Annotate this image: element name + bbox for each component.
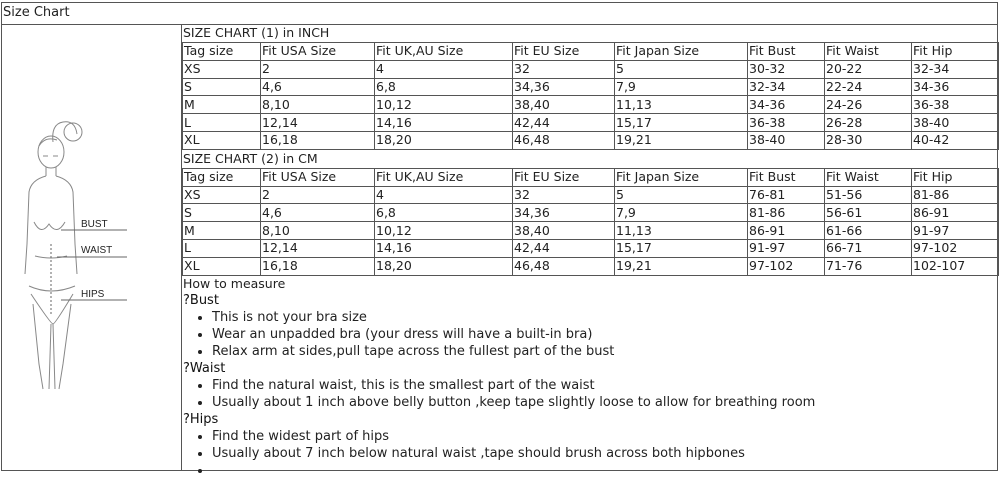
table-cell: S bbox=[183, 78, 261, 96]
table-cell: 8,10 bbox=[261, 222, 375, 240]
table-cell: 5 bbox=[615, 60, 748, 78]
inch-size-table bbox=[182, 42, 999, 150]
table-cell: M bbox=[183, 96, 261, 114]
waist-label: WAIST bbox=[81, 245, 113, 256]
table-cell: 20-22 bbox=[825, 60, 912, 78]
table-cell: 38,40 bbox=[513, 222, 615, 240]
table-cell: 14,16 bbox=[375, 239, 513, 257]
table-cell: 22-24 bbox=[825, 78, 912, 96]
table-header-cell: Tag size bbox=[183, 43, 261, 61]
table-cell: 16,18 bbox=[261, 131, 375, 149]
page-title: Size Chart bbox=[1, 2, 998, 25]
table-cell: 18,20 bbox=[375, 131, 513, 149]
bust-section-title: ?Bust bbox=[183, 292, 219, 308]
table-cell: S bbox=[183, 204, 261, 222]
table-cell: 7,9 bbox=[615, 78, 748, 96]
table-cell: M bbox=[183, 222, 261, 240]
table-row bbox=[183, 239, 999, 257]
table-header-cell: Tag size bbox=[183, 168, 261, 186]
table-row bbox=[183, 222, 999, 240]
table-header-row bbox=[183, 168, 999, 186]
hips-section bbox=[182, 411, 998, 479]
hips-label: HIPS bbox=[81, 289, 105, 300]
table-cell: 56-61 bbox=[825, 204, 912, 222]
table-row bbox=[183, 60, 999, 78]
list-item bbox=[212, 462, 998, 479]
table-cell: 61-66 bbox=[825, 222, 912, 240]
table-cell: 24-26 bbox=[825, 96, 912, 114]
table-row bbox=[183, 96, 999, 114]
table-cell: 6,8 bbox=[375, 78, 513, 96]
table-header-cell: Fit UK,AU Size bbox=[375, 168, 513, 186]
body-measure-figure bbox=[1, 24, 181, 470]
list-item: • Find the widest part of hips bbox=[212, 428, 998, 445]
table-cell: L bbox=[183, 114, 261, 132]
table-cell: 76-81 bbox=[748, 186, 825, 204]
waist-tips bbox=[182, 377, 998, 411]
table-cell: 32 bbox=[513, 186, 615, 204]
table-header-cell: Fit USA Size bbox=[261, 168, 375, 186]
list-item: • This is not your bra size bbox=[212, 309, 998, 326]
table-cell: 19,21 bbox=[615, 131, 748, 149]
table-header-cell: Fit Waist bbox=[825, 43, 912, 61]
table-cell: 4 bbox=[375, 60, 513, 78]
list-item: • Relax arm at sides,pull tape across the fullest part of the bust bbox=[212, 343, 998, 360]
table-cell: 36-38 bbox=[912, 96, 999, 114]
table-cell: 8,10 bbox=[261, 96, 375, 114]
table-cell: 46,48 bbox=[513, 257, 615, 275]
table-cell: 4,6 bbox=[261, 78, 375, 96]
table-cell: 51-56 bbox=[825, 186, 912, 204]
table-header-cell: Fit Hip bbox=[912, 168, 999, 186]
table-cell: 86-91 bbox=[912, 204, 999, 222]
table-cell: 40-42 bbox=[912, 131, 999, 149]
body-figure-panel bbox=[1, 24, 182, 471]
table-cell: 2 bbox=[261, 186, 375, 204]
table-cell: 2 bbox=[261, 60, 375, 78]
table-cell: L bbox=[183, 239, 261, 257]
table-cell: 18,20 bbox=[375, 257, 513, 275]
table-row bbox=[183, 186, 999, 204]
waist-section-title: ?Waist bbox=[183, 360, 226, 376]
table-cell: 91-97 bbox=[912, 222, 999, 240]
cm-chart-caption: SIZE CHART (2) in CM bbox=[183, 150, 318, 166]
table-cell: 10,12 bbox=[375, 96, 513, 114]
table-header-cell: Fit EU Size bbox=[513, 168, 615, 186]
table-row bbox=[183, 78, 999, 96]
table-cell: 97-102 bbox=[748, 257, 825, 275]
table-cell: 6,8 bbox=[375, 204, 513, 222]
table-row bbox=[183, 114, 999, 132]
hips-section-title: ?Hips bbox=[183, 411, 219, 427]
table-cell: 7,9 bbox=[615, 204, 748, 222]
bust-tips bbox=[182, 309, 998, 360]
table-cell: 26-28 bbox=[825, 114, 912, 132]
table-header-cell: Fit Japan Size bbox=[615, 168, 748, 186]
table-cell: 86-91 bbox=[748, 222, 825, 240]
table-cell: 42,44 bbox=[513, 239, 615, 257]
table-cell: 32 bbox=[513, 60, 615, 78]
table-cell: 34-36 bbox=[748, 96, 825, 114]
table-cell: 32-34 bbox=[912, 60, 999, 78]
table-cell: 12,14 bbox=[261, 114, 375, 132]
table-header-cell: Fit Bust bbox=[748, 168, 825, 186]
table-cell: 102-107 bbox=[912, 257, 999, 275]
list-item: • Usually about 7 inch below natural waist ,tape should brush across both hipbones bbox=[212, 445, 998, 462]
table-cell: 38-40 bbox=[748, 131, 825, 149]
table-cell: 28-30 bbox=[825, 131, 912, 149]
table-cell: 38-40 bbox=[912, 114, 999, 132]
list-item: • Find the natural waist, this is the smallest part of the waist bbox=[212, 377, 998, 394]
table-cell: 30-32 bbox=[748, 60, 825, 78]
table-header-cell: Fit EU Size bbox=[513, 43, 615, 61]
waist-section bbox=[182, 360, 998, 411]
table-header-cell: Fit UK,AU Size bbox=[375, 43, 513, 61]
table-header-row bbox=[183, 43, 999, 61]
table-header-cell: Fit Bust bbox=[748, 43, 825, 61]
table-cell: 4,6 bbox=[261, 204, 375, 222]
list-item: • Usually about 1 inch above belly button ,keep tape slightly loose to allow for breathing room bbox=[212, 394, 998, 411]
table-cell: 19,21 bbox=[615, 257, 748, 275]
table-cell: 97-102 bbox=[912, 239, 999, 257]
table-cell: 12,14 bbox=[261, 239, 375, 257]
table-cell: 4 bbox=[375, 186, 513, 204]
table-cell: XS bbox=[183, 186, 261, 204]
table-cell: 81-86 bbox=[748, 204, 825, 222]
table-header-cell: Fit Waist bbox=[825, 168, 912, 186]
how-to-heading: How to measure bbox=[183, 275, 286, 291]
table-header-cell: Fit USA Size bbox=[261, 43, 375, 61]
table-cell: XL bbox=[183, 131, 261, 149]
table-cell: 71-76 bbox=[825, 257, 912, 275]
table-row bbox=[183, 257, 999, 275]
list-item: • Wear an unpadded bra (your dress will have a built-in bra) bbox=[212, 326, 998, 343]
how-to-measure bbox=[182, 276, 998, 479]
charts-panel bbox=[182, 24, 998, 479]
inch-chart-caption: SIZE CHART (1) in INCH bbox=[183, 25, 330, 40]
table-cell: 11,13 bbox=[615, 222, 748, 240]
table-cell: 36-38 bbox=[748, 114, 825, 132]
table-cell: 11,13 bbox=[615, 96, 748, 114]
bust-section bbox=[182, 292, 998, 360]
table-cell: 15,17 bbox=[615, 114, 748, 132]
table-cell: 16,18 bbox=[261, 257, 375, 275]
table-header-cell: Fit Japan Size bbox=[615, 43, 748, 61]
cm-size-table bbox=[182, 168, 999, 276]
table-cell: 91-97 bbox=[748, 239, 825, 257]
table-cell: 15,17 bbox=[615, 239, 748, 257]
table-cell: 42,44 bbox=[513, 114, 615, 132]
table-cell: 14,16 bbox=[375, 114, 513, 132]
table-cell: XS bbox=[183, 60, 261, 78]
table-cell: 5 bbox=[615, 186, 748, 204]
table-row bbox=[183, 204, 999, 222]
table-cell: 34-36 bbox=[912, 78, 999, 96]
table-cell: 46,48 bbox=[513, 131, 615, 149]
table-cell: 38,40 bbox=[513, 96, 615, 114]
table-row bbox=[183, 131, 999, 149]
table-cell: 32-34 bbox=[748, 78, 825, 96]
table-cell: XL bbox=[183, 257, 261, 275]
hips-tips bbox=[182, 428, 998, 479]
table-cell: 81-86 bbox=[912, 186, 999, 204]
bust-label: BUST bbox=[81, 219, 108, 230]
table-cell: 10,12 bbox=[375, 222, 513, 240]
table-cell: 34,36 bbox=[513, 78, 615, 96]
table-header-cell: Fit Hip bbox=[912, 43, 999, 61]
table-cell: 66-71 bbox=[825, 239, 912, 257]
table-cell: 34,36 bbox=[513, 204, 615, 222]
